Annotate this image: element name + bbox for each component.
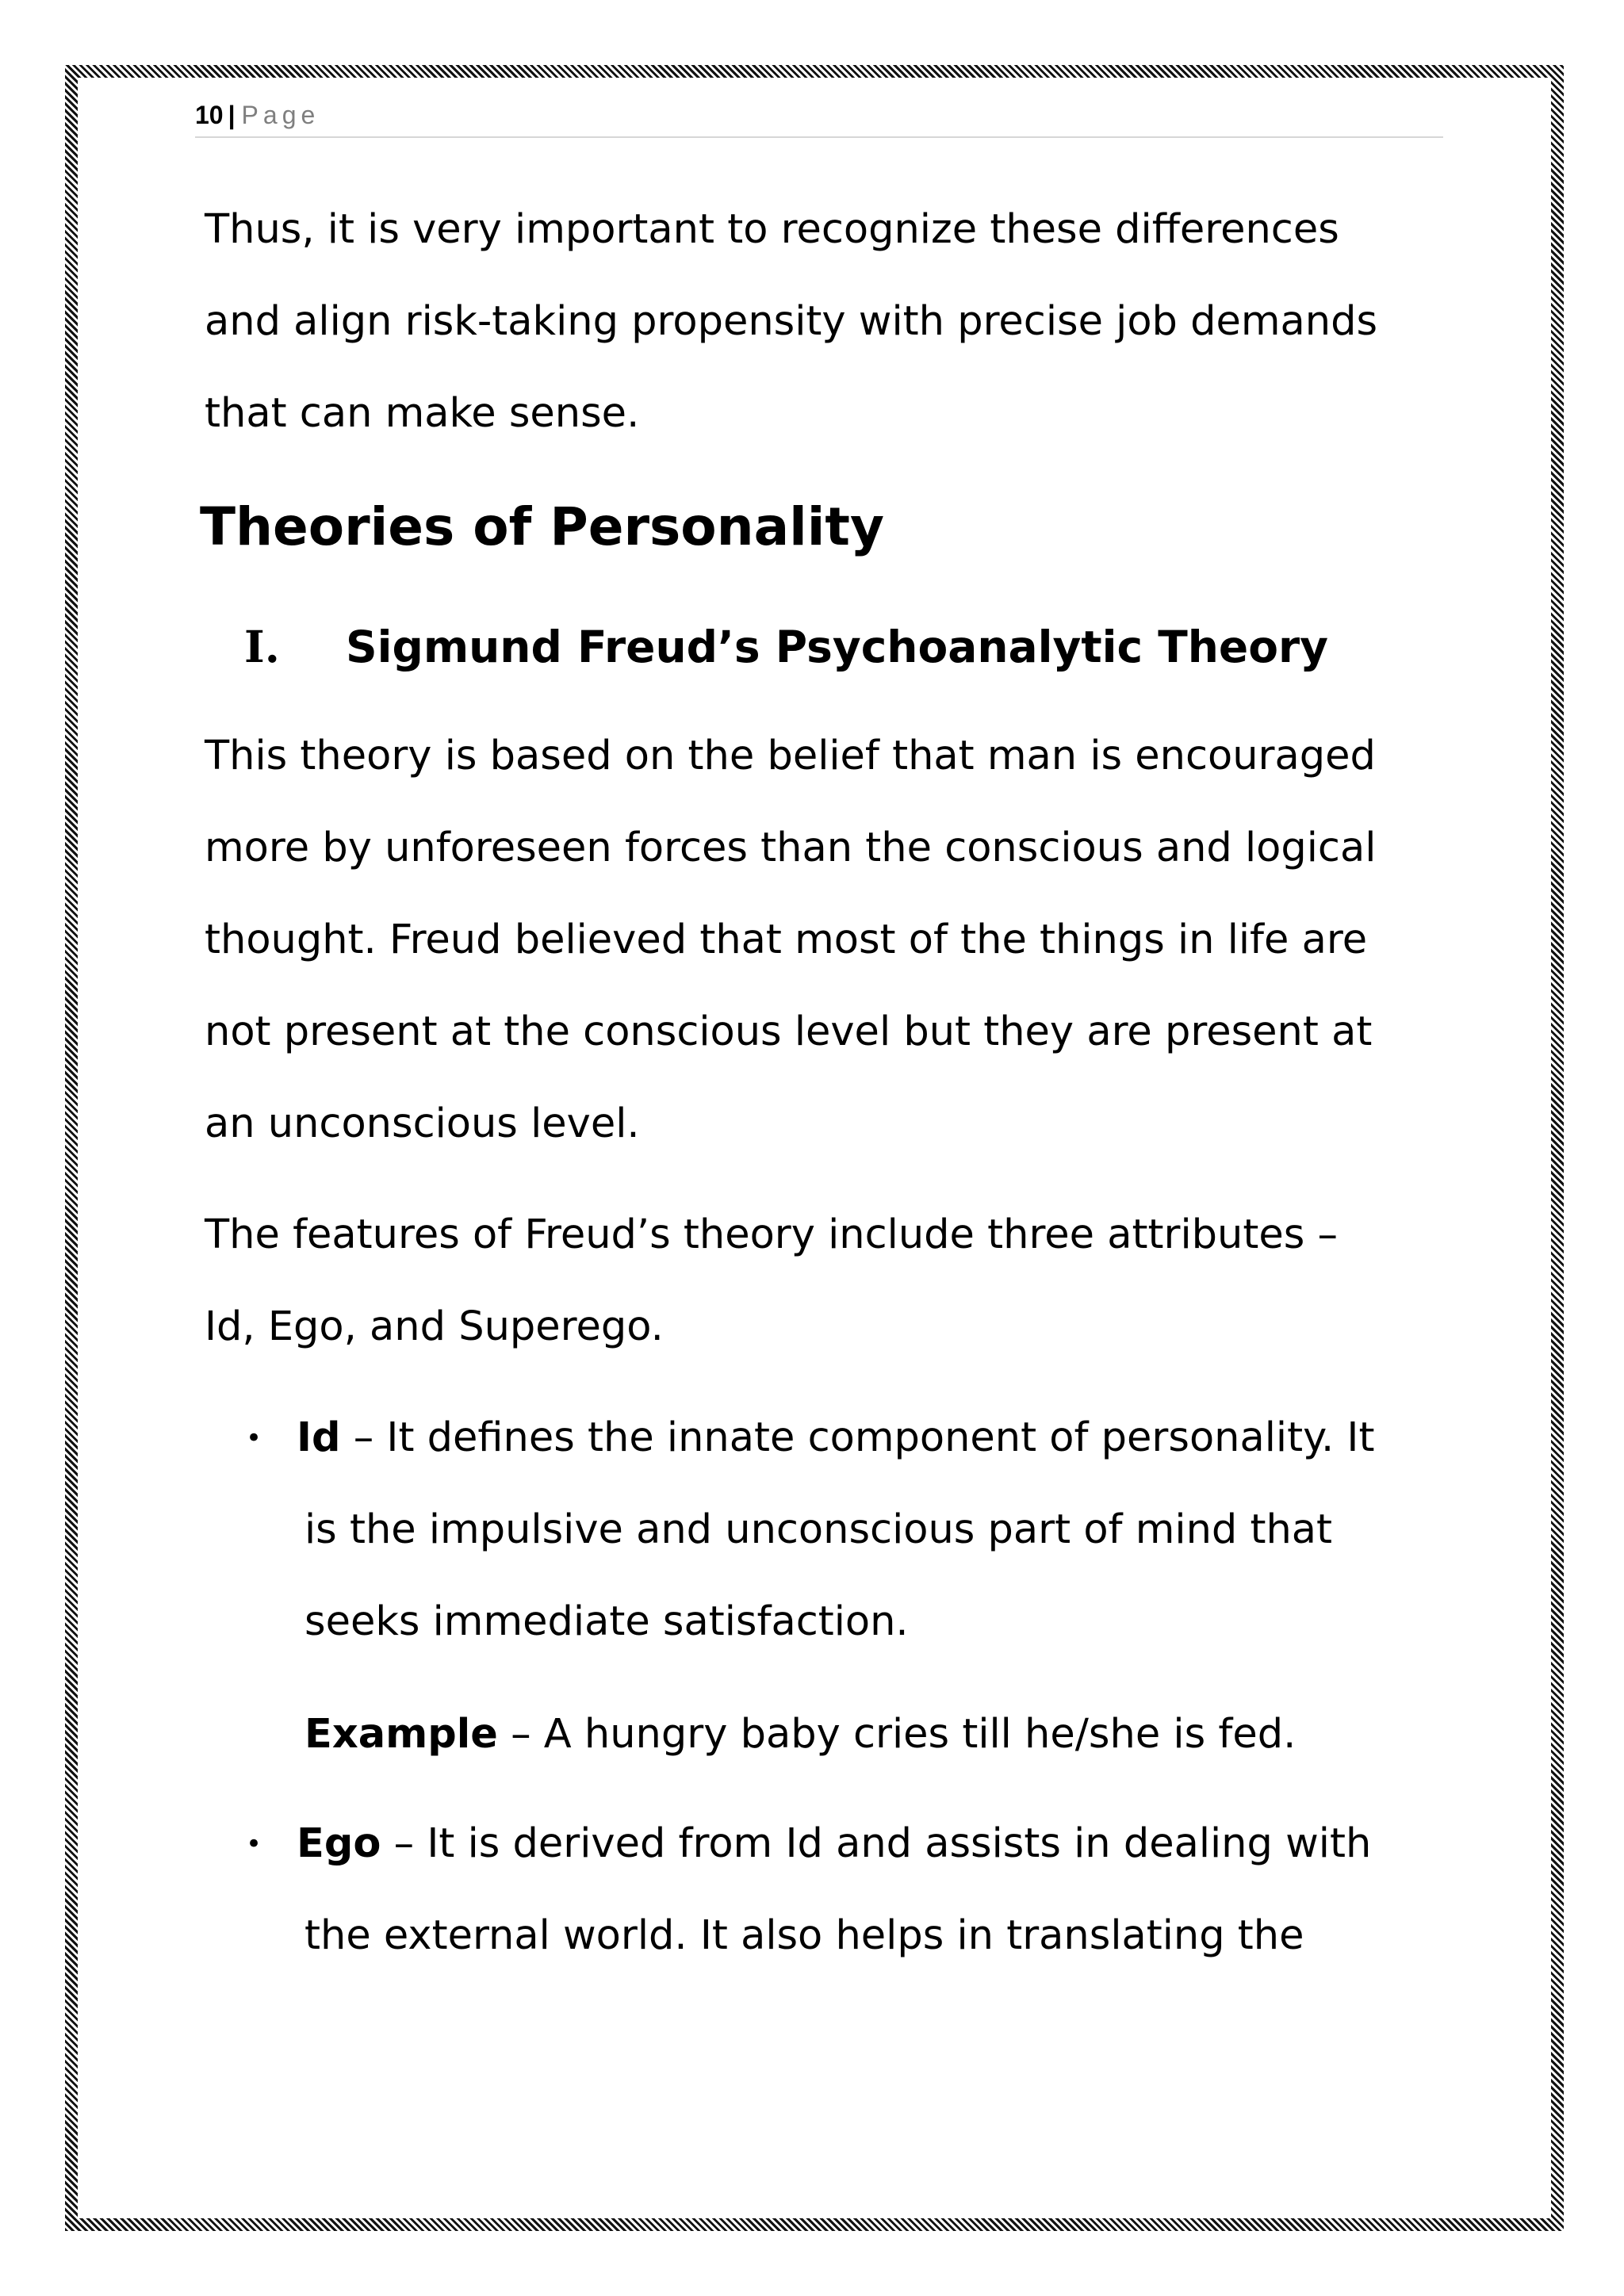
features-line-2: Id, Ego, and Superego. <box>205 1303 664 1350</box>
page-number: 10 <box>195 101 224 129</box>
header-separator: | <box>228 101 236 129</box>
features-paragraph <box>205 1189 1338 1373</box>
list-item-term: Ego <box>297 1820 381 1867</box>
list-item-line <box>236 1798 1371 1890</box>
list-item-line: the external world. It also helps in translating the <box>304 1912 1304 1959</box>
list-item-ego <box>236 1798 1371 1982</box>
list-item-line <box>236 1392 1374 1484</box>
theory-line-4: not present at the conscious level but they are present at <box>205 1008 1373 1055</box>
theory-line-5: an unconscious level. <box>205 1100 640 1147</box>
theory-line-1: This theory is based on the belief that man is encouraged <box>205 733 1376 779</box>
page-label: Page <box>241 101 320 129</box>
intro-line-2: and align risk-taking propensity with precise job demands <box>205 298 1378 345</box>
intro-line-1: Thus, it is very important to recognize these differences <box>205 206 1339 253</box>
list-item-id <box>236 1392 1374 1668</box>
list-item-term: Id <box>297 1414 341 1461</box>
list-item-text: – It defines the innate component of personality. It <box>340 1414 1375 1461</box>
bullet-icon: • <box>246 1828 262 1860</box>
subsection-title: Sigmund Freud’s Psychoanalytic Theory <box>346 622 1328 672</box>
list-item-line: is the impulsive and unconscious part of mind that <box>304 1506 1333 1553</box>
subsection-numeral: I. <box>244 621 280 672</box>
example-label: Example <box>304 1711 498 1758</box>
example-text: – A hungry baby cries till he/she is fed. <box>497 1711 1297 1758</box>
features-line-1: The features of Freud’s theory include three attributes – <box>205 1211 1338 1258</box>
list-item-text: – It is derived from Id and assists in dealing with <box>381 1820 1372 1867</box>
intro-paragraph <box>205 184 1377 460</box>
bullet-icon: • <box>246 1422 262 1454</box>
theory-paragraph <box>205 710 1376 1170</box>
theory-line-3: thought. Freud believed that most of the things in life are <box>205 916 1368 963</box>
theory-line-2: more by unforeseen forces than the conscious and logical <box>205 825 1377 871</box>
subsection-heading <box>244 615 1328 679</box>
page-header <box>195 98 1443 138</box>
intro-line-3: that can make sense. <box>205 390 640 437</box>
id-example <box>304 1689 1296 1781</box>
list-item-line: seeks immediate satisfaction. <box>304 1598 909 1645</box>
section-heading: Theories of Personality <box>200 496 884 557</box>
